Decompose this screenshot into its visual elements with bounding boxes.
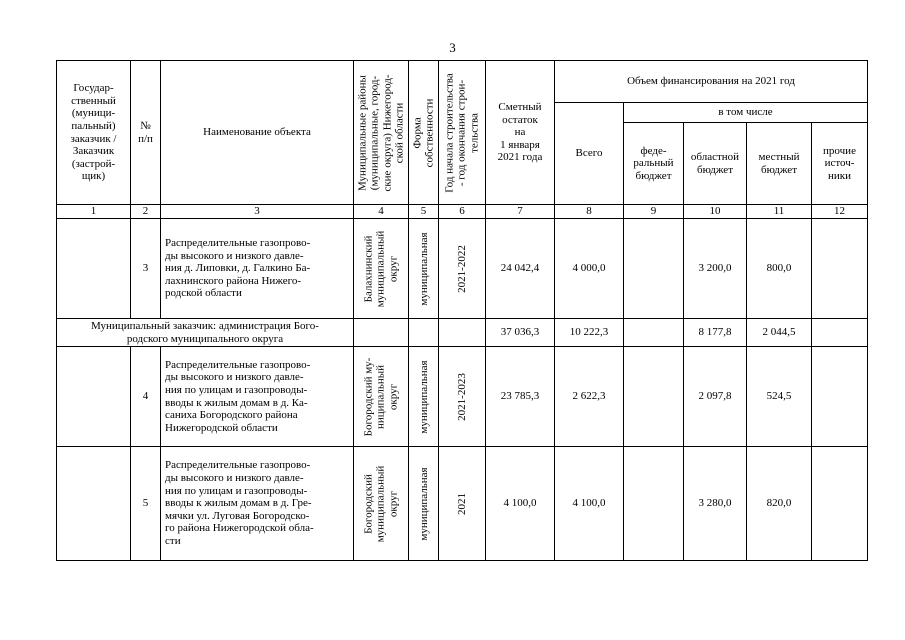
column-number: 3 bbox=[161, 205, 354, 219]
row-number: 4 bbox=[131, 347, 161, 447]
empty-cell bbox=[812, 319, 868, 347]
object-name: Распределительные газопрово- ды высокого и низкого давле- ния д. Липовки, д. Галкино Ба- лахнинского района Нижего- родской области bbox=[161, 219, 354, 319]
regional-value: 2 097,8 bbox=[684, 347, 747, 447]
header-total: Всего bbox=[555, 103, 624, 205]
header-customer: Государ- ственный (муници- пальный) заказчик / Заказчик (застрой- щик) bbox=[57, 61, 131, 205]
column-number: 5 bbox=[409, 205, 439, 219]
ownership: муниципальная bbox=[409, 219, 439, 319]
financing-table bbox=[56, 60, 868, 561]
column-number: 4 bbox=[354, 205, 409, 219]
estimate-value: 23 785,3 bbox=[486, 347, 555, 447]
estimate-value: 37 036,3 bbox=[486, 319, 555, 347]
regional-value: 3 200,0 bbox=[684, 219, 747, 319]
federal-value bbox=[624, 219, 684, 319]
header-local: местный бюджет bbox=[747, 123, 812, 205]
district: Богородский муниципальный округ bbox=[354, 447, 409, 561]
column-number: 11 bbox=[747, 205, 812, 219]
header-ownership: Форма собственности bbox=[409, 61, 439, 205]
empty-cell bbox=[624, 319, 684, 347]
object-name: Распределительные газопрово- ды высокого и низкого давле- ния по улицам и газопроводы- вводы к жилым домам в д. Гре- мячки ул. Луговая Богородско- го района Нижегородской обла- сти bbox=[161, 447, 354, 561]
column-number-row bbox=[57, 205, 868, 219]
column-number: 9 bbox=[624, 205, 684, 219]
empty-cell bbox=[624, 447, 684, 561]
customer-cell bbox=[57, 219, 131, 319]
header-funding: Объем финансирования на 2021 год bbox=[555, 61, 868, 103]
empty-cell bbox=[409, 319, 439, 347]
local-value: 524,5 bbox=[747, 347, 812, 447]
district: Богородский му- ниципальный округ bbox=[354, 347, 409, 447]
local-value: 800,0 bbox=[747, 219, 812, 319]
ownership: муниципальная bbox=[409, 347, 439, 447]
years: 2021-2022 bbox=[439, 219, 486, 319]
local-value: 820,0 bbox=[747, 447, 812, 561]
header-years: Год начала строительства - год окончания строи- тельства bbox=[439, 61, 486, 205]
other-value bbox=[812, 219, 868, 319]
empty-cell bbox=[812, 347, 868, 447]
row-number: 5 bbox=[131, 447, 161, 561]
column-number: 1 bbox=[57, 205, 131, 219]
district: Балахнинский муниципальный округ bbox=[354, 219, 409, 319]
table-row bbox=[57, 447, 868, 561]
ownership: муниципальная bbox=[409, 447, 439, 561]
header-districts: Муниципальные районы (муниципальные, город- ские округа) Нижегород- ской области bbox=[354, 61, 409, 205]
regional-value: 8 177,8 bbox=[684, 319, 747, 347]
customer-cell bbox=[57, 447, 131, 561]
years: 2021 bbox=[439, 447, 486, 561]
row-number: 3 bbox=[131, 219, 161, 319]
header-other: прочие источ- ники bbox=[812, 123, 868, 205]
column-number: 12 bbox=[812, 205, 868, 219]
header-object-name: Наименование объекта bbox=[161, 61, 354, 205]
total-value: 10 222,3 bbox=[555, 319, 624, 347]
column-number: 6 bbox=[439, 205, 486, 219]
total-value: 4 000,0 bbox=[555, 219, 624, 319]
empty-cell bbox=[812, 447, 868, 561]
header-number: № п/п bbox=[131, 61, 161, 205]
empty-cell bbox=[354, 319, 409, 347]
table-row bbox=[57, 219, 868, 319]
header-regional: областной бюджет bbox=[684, 123, 747, 205]
customer-row bbox=[57, 319, 868, 347]
empty-cell bbox=[439, 319, 486, 347]
empty-cell bbox=[624, 347, 684, 447]
total-value: 4 100,0 bbox=[555, 447, 624, 561]
local-value: 2 044,5 bbox=[747, 319, 812, 347]
column-number: 7 bbox=[486, 205, 555, 219]
header-federal: феде- ральный бюджет bbox=[624, 123, 684, 205]
total-value: 2 622,3 bbox=[555, 347, 624, 447]
regional-value: 3 280,0 bbox=[684, 447, 747, 561]
column-number: 2 bbox=[131, 205, 161, 219]
page-number: 3 bbox=[449, 40, 456, 55]
estimate-value: 4 100,0 bbox=[486, 447, 555, 561]
years: 2021-2023 bbox=[439, 347, 486, 447]
estimate-value: 24 042,4 bbox=[486, 219, 555, 319]
customer-cell bbox=[57, 347, 131, 447]
column-number: 8 bbox=[555, 205, 624, 219]
object-name: Распределительные газопрово- ды высокого и низкого давле- ния по улицам и газопроводы- вводы к жилым домам в д. Ка- саниха Богородского района Нижегородской области bbox=[161, 347, 354, 447]
table-row bbox=[57, 347, 868, 447]
customer-label: Муниципальный заказчик: администрация Бого- родского муниципального округа bbox=[57, 319, 354, 347]
column-number: 10 bbox=[684, 205, 747, 219]
header-estimate: Сметный остаток на 1 января 2021 года bbox=[486, 61, 555, 205]
header-including: в том числе bbox=[624, 103, 868, 123]
